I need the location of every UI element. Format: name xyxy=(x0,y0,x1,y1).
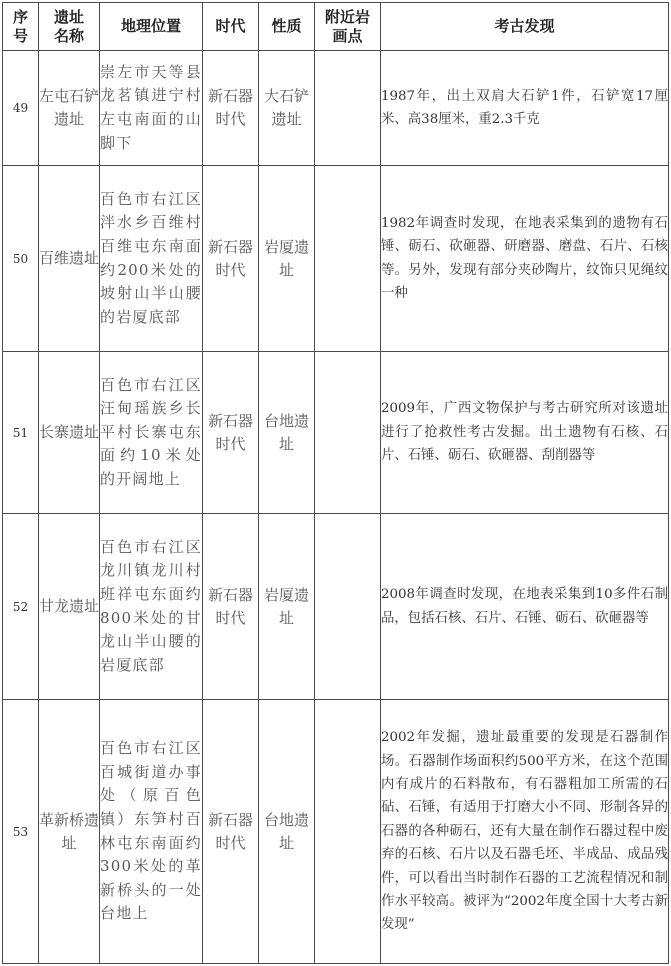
site-location: 百色市右江区汪甸瑶族乡长平村长寨屯东面约10米处的开阔地上 xyxy=(100,352,203,514)
archaeological-findings: 2009年，广西文物保护与考古研究所对该遗址进行了抢救性考古发掘。出土遗物有石核、石片、石锤、砺石、砍砸器、刮削器等 xyxy=(381,352,669,514)
site-name: 左屯石铲遗址 xyxy=(39,51,100,166)
row-no: 51 xyxy=(3,352,39,514)
site-era: 新石器时代 xyxy=(203,51,259,166)
archaeological-findings: 1982年调查时发现，在地表采集到的遗物有石锤、砺石、砍砸器、研磨器、磨盘、石片、石核等。另外，发现有部分夹砂陶片，纹饰只见绳纹一种 xyxy=(381,166,669,352)
row-no: 52 xyxy=(3,514,39,700)
nearby-rock-art xyxy=(315,166,381,352)
site-era: 新石器时代 xyxy=(203,514,259,700)
table-row xyxy=(3,700,669,964)
archaeological-findings: 2008年调查时发现，在地表采集到10多件石制品，包括石核、石片、石锤、砺石、砍砸器等 xyxy=(381,514,669,700)
archaeological-sites-table xyxy=(2,2,669,964)
site-name: 百维遗址 xyxy=(39,166,100,352)
header-nature: 性质 xyxy=(259,3,315,51)
site-nature: 岩厦遗址 xyxy=(259,514,315,700)
header-name: 遗址名称 xyxy=(39,3,100,51)
table-row xyxy=(3,352,669,514)
nearby-rock-art xyxy=(315,51,381,166)
site-era: 新石器时代 xyxy=(203,166,259,352)
site-name: 长寨遗址 xyxy=(39,352,100,514)
site-era: 新石器时代 xyxy=(203,700,259,964)
row-no: 53 xyxy=(3,700,39,964)
site-name: 甘龙遗址 xyxy=(39,514,100,700)
table-header-row xyxy=(3,3,669,51)
header-findings: 考古发现 xyxy=(381,3,669,51)
archaeological-findings: 1987年，出土双肩大石铲1件，石铲宽17厘米、高38厘米，重2.3千克 xyxy=(381,51,669,166)
site-era: 新石器时代 xyxy=(203,352,259,514)
nearby-rock-art xyxy=(315,514,381,700)
row-no: 49 xyxy=(3,51,39,166)
nearby-rock-art xyxy=(315,700,381,964)
site-location: 百色市右江区百城街道办事处（原百色镇）东笋村百林屯东南面约300米处的革新桥头的一处台地上 xyxy=(100,700,203,964)
site-location: 崇左市天等县龙茗镇进宁村左屯南面的山脚下 xyxy=(100,51,203,166)
site-nature: 大石铲遗址 xyxy=(259,51,315,166)
site-location: 百色市右江区泮水乡百维村百维屯东南面约200米处的坡射山半山腰的岩厦底部 xyxy=(100,166,203,352)
table-row xyxy=(3,51,669,166)
header-location: 地理位置 xyxy=(100,3,203,51)
table-row xyxy=(3,514,669,700)
site-nature: 台地遗址 xyxy=(259,700,315,964)
nearby-rock-art xyxy=(315,352,381,514)
header-era: 时代 xyxy=(203,3,259,51)
site-name: 革新桥遗址 xyxy=(39,700,100,964)
site-location: 百色市右江区龙川镇龙川村班祥屯东面约800米处的甘龙山半山腰的岩厦底部 xyxy=(100,514,203,700)
header-rock-art: 附近岩画点 xyxy=(315,3,381,51)
header-no: 序号 xyxy=(3,3,39,51)
site-nature: 岩厦遗址 xyxy=(259,166,315,352)
archaeological-findings: 2002年发掘，遗址最重要的发现是石器制作场。石器制作场面积约500平方米，在这个范围内有成片的石料散布，有石器粗加工所需的石砧、石锤，有适用于打磨大小不同、形制各异的石器的各种砺石，还有大量在制作石器过程中废弃的石核、石片以及石器毛坯、半成品、成品残件，可以看出当时制作石器的工艺流程情况和制作水平较高。被评为“2002年度全国十大考古新发现” xyxy=(381,700,669,964)
table-row xyxy=(3,166,669,352)
row-no: 50 xyxy=(3,166,39,352)
site-nature: 台地遗址 xyxy=(259,352,315,514)
